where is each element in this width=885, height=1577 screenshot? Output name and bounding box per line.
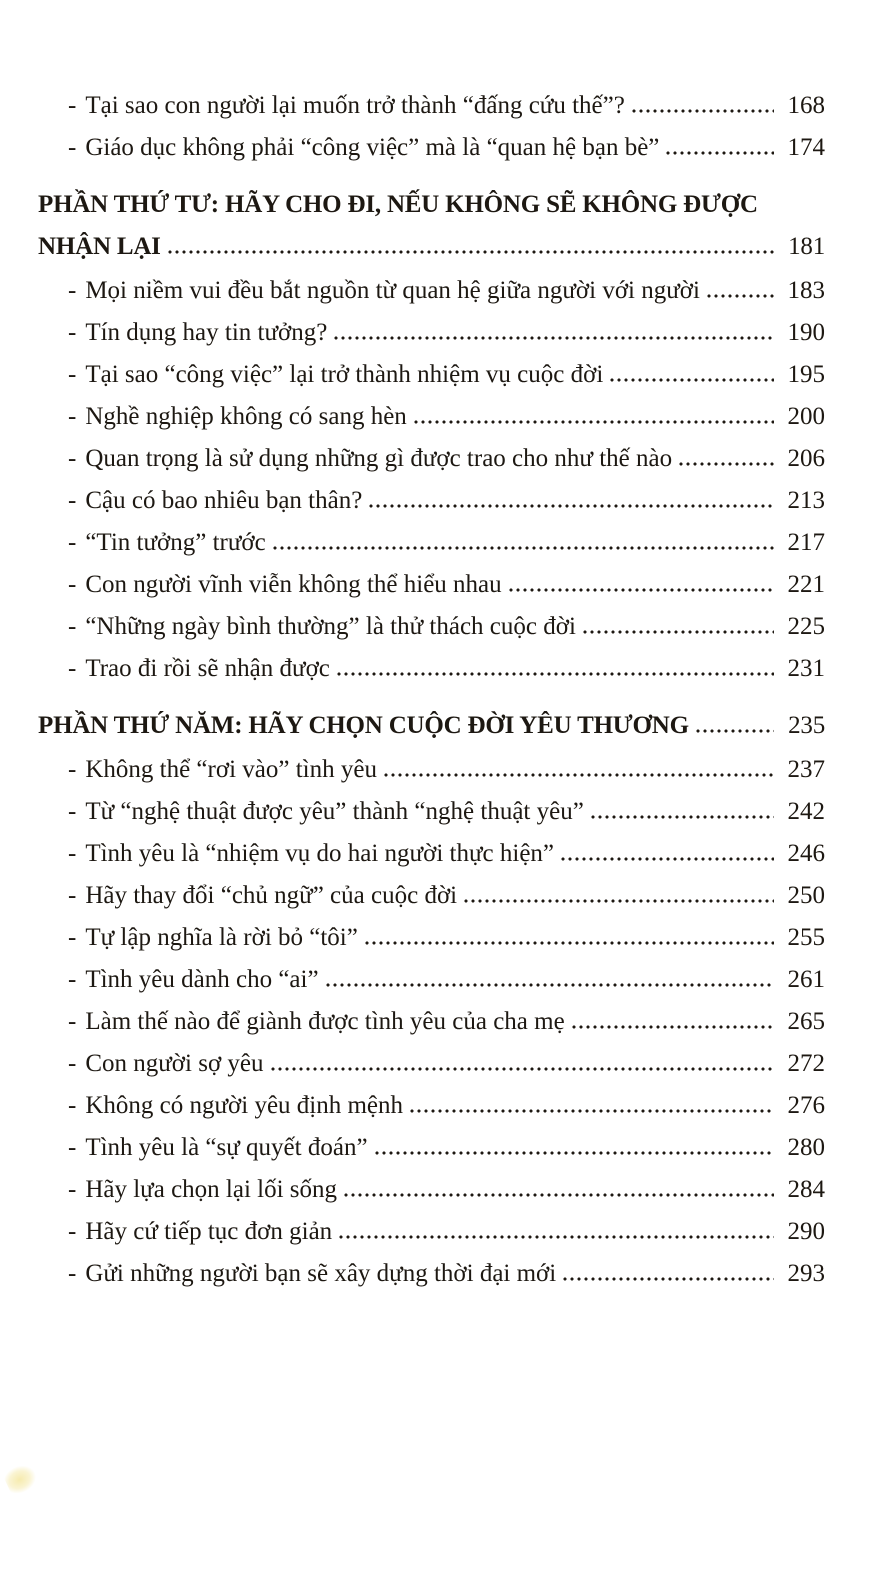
entry-dash: - xyxy=(68,486,77,514)
page-number: 250 xyxy=(787,881,825,909)
toc-entry xyxy=(38,1210,825,1252)
dot-leader xyxy=(337,672,774,676)
toc-entry xyxy=(38,958,825,1000)
entry-title: Mọi niềm vui đều bắt nguồn từ quan hệ giữa người với người xyxy=(85,276,700,304)
entry-dash: - xyxy=(68,1007,77,1035)
toc-entry xyxy=(38,748,825,790)
toc-entry xyxy=(38,479,825,521)
section-title-line1: PHẦN THỨ TƯ: HÃY CHO ĐI, NẾU KHÔNG SẼ KHÔNG ĐƯỢC xyxy=(38,190,758,218)
dot-leader xyxy=(410,1109,774,1113)
toc-list xyxy=(0,84,885,1294)
dot-leader xyxy=(273,546,774,550)
page-number: 246 xyxy=(787,839,825,867)
entry-title: “Những ngày bình thường” là thử thách cuộc đời xyxy=(85,612,576,640)
page-number: 183 xyxy=(787,276,825,304)
toc-entry xyxy=(38,84,825,126)
dot-leader xyxy=(334,336,774,340)
toc-entry xyxy=(38,311,825,353)
toc-entry xyxy=(38,521,825,563)
page-number: 225 xyxy=(787,612,825,640)
dot-leader xyxy=(563,1277,774,1281)
entry-dash: - xyxy=(68,1217,77,1245)
dot-leader xyxy=(344,1193,774,1197)
toc-entry xyxy=(38,1126,825,1168)
entry-dash: - xyxy=(68,1091,77,1119)
toc-entry xyxy=(38,269,825,311)
dot-leader xyxy=(707,294,774,298)
entry-title: Không thể “rơi vào” tình yêu xyxy=(85,755,377,783)
toc-entry xyxy=(38,1084,825,1126)
page-number: 276 xyxy=(787,1091,825,1119)
toc-entry xyxy=(38,353,825,395)
toc-entry xyxy=(38,916,825,958)
entry-dash: - xyxy=(68,839,77,867)
page-number: 213 xyxy=(787,486,825,514)
entry-title: Cậu có bao nhiêu bạn thân? xyxy=(85,486,363,514)
entry-dash: - xyxy=(68,612,77,640)
entry-title: “Tin tưởng” trước xyxy=(85,528,266,556)
page-number: 190 xyxy=(787,318,825,346)
toc-entry xyxy=(38,563,825,605)
entry-title: Nghề nghiệp không có sang hèn xyxy=(85,402,407,430)
entry-title: Hãy lựa chọn lại lối sống xyxy=(85,1175,338,1203)
page-number: 221 xyxy=(787,570,825,598)
dot-leader xyxy=(369,504,774,508)
dot-leader xyxy=(591,815,774,819)
entry-title: Quan trọng là sử dụng những gì được trao cho như thế nào xyxy=(85,444,673,472)
toc-entry xyxy=(38,874,825,916)
section-title-line2: NHẬN LẠI xyxy=(38,232,161,260)
section-title-row xyxy=(38,704,825,746)
dot-leader xyxy=(696,729,774,733)
page-number: 206 xyxy=(787,444,825,472)
dot-leader xyxy=(326,983,774,987)
dot-leader xyxy=(666,151,774,155)
page-number: 255 xyxy=(787,923,825,951)
toc-entry xyxy=(38,1042,825,1084)
dot-leader xyxy=(572,1025,774,1029)
entry-dash: - xyxy=(68,654,77,682)
toc-section-heading xyxy=(38,704,825,746)
section-title-line2-row xyxy=(38,225,825,267)
toc-entry xyxy=(38,437,825,479)
toc-entry xyxy=(38,1252,825,1294)
entry-dash: - xyxy=(68,755,77,783)
entry-dash: - xyxy=(68,528,77,556)
entry-dash: - xyxy=(68,965,77,993)
page-number: 195 xyxy=(787,360,825,388)
entry-dash: - xyxy=(68,1175,77,1203)
entry-title: Từ “nghệ thuật được yêu” thành “nghệ thuật yêu” xyxy=(85,797,584,825)
toc-entry xyxy=(38,647,825,689)
entry-title: Tình yêu dành cho “ai” xyxy=(85,965,319,993)
entry-title: Tín dụng hay tin tưởng? xyxy=(85,318,328,346)
dot-leader xyxy=(583,630,774,634)
dot-leader xyxy=(384,773,774,777)
dot-leader xyxy=(610,378,774,382)
toc-entry xyxy=(38,1168,825,1210)
section-title: PHẦN THỨ NĂM: HÃY CHỌN CUỘC ĐỜI YÊU THƯƠNG xyxy=(38,711,689,739)
entry-dash: - xyxy=(68,1049,77,1077)
dot-leader xyxy=(509,588,774,592)
dot-leader xyxy=(464,899,774,903)
entry-title: Tại sao “công việc” lại trở thành nhiệm vụ cuộc đời xyxy=(85,360,604,388)
entry-dash: - xyxy=(68,402,77,430)
page-number: 174 xyxy=(787,133,825,161)
entry-title: Tình yêu là “sự quyết đoán” xyxy=(85,1133,368,1161)
page-number: 290 xyxy=(787,1217,825,1245)
page-number: 217 xyxy=(787,528,825,556)
dot-leader xyxy=(561,857,774,861)
entry-dash: - xyxy=(68,91,77,119)
entry-title: Con người vĩnh viễn không thể hiểu nhau xyxy=(85,570,502,598)
entry-dash: - xyxy=(68,133,77,161)
entry-title: Tại sao con người lại muốn trở thành “đấng cứu thế”? xyxy=(85,91,625,119)
dot-leader xyxy=(414,420,774,424)
entry-dash: - xyxy=(68,1133,77,1161)
toc-entry xyxy=(38,832,825,874)
page-number: 265 xyxy=(787,1007,825,1035)
entry-title: Không có người yêu định mệnh xyxy=(85,1091,404,1119)
entry-title: Giáo dục không phải “công việc” mà là “quan hệ bạn bè” xyxy=(85,133,660,161)
entry-dash: - xyxy=(68,923,77,951)
toc-entry xyxy=(38,395,825,437)
entry-dash: - xyxy=(68,276,77,304)
entry-title: Trao đi rồi sẽ nhận được xyxy=(85,654,330,682)
page-number: 237 xyxy=(787,755,825,783)
entry-title: Con người sợ yêu xyxy=(85,1049,264,1077)
page-number: 284 xyxy=(787,1175,825,1203)
toc-entry xyxy=(38,605,825,647)
page-stain xyxy=(2,1461,40,1497)
dot-leader xyxy=(271,1067,774,1071)
page-number: 280 xyxy=(787,1133,825,1161)
dot-leader xyxy=(168,250,774,254)
toc-section-heading xyxy=(38,183,825,267)
page-number: 168 xyxy=(787,91,825,119)
entry-title: Tình yêu là “nhiệm vụ do hai người thực hiện” xyxy=(85,839,555,867)
entry-dash: - xyxy=(68,881,77,909)
page-number: 181 xyxy=(788,232,825,260)
page-number: 235 xyxy=(788,711,825,739)
entry-title: Tự lập nghĩa là rời bỏ “tôi” xyxy=(85,923,358,951)
dot-leader xyxy=(339,1235,774,1239)
page-number: 293 xyxy=(787,1259,825,1287)
entry-dash: - xyxy=(68,318,77,346)
entry-title: Hãy cứ tiếp tục đơn giản xyxy=(85,1217,333,1245)
entry-title: Làm thế nào để giành được tình yêu của cha mẹ xyxy=(85,1007,565,1035)
entry-dash: - xyxy=(68,444,77,472)
toc-entry xyxy=(38,1000,825,1042)
page-number: 242 xyxy=(787,797,825,825)
dot-leader xyxy=(365,941,774,945)
page-number: 261 xyxy=(787,965,825,993)
entry-dash: - xyxy=(68,570,77,598)
toc-entry xyxy=(38,790,825,832)
page-number: 272 xyxy=(787,1049,825,1077)
toc-entry xyxy=(38,126,825,168)
entry-dash: - xyxy=(68,797,77,825)
dot-leader xyxy=(632,109,774,113)
page-number: 200 xyxy=(787,402,825,430)
dot-leader xyxy=(679,462,774,466)
page-number: 231 xyxy=(787,654,825,682)
entry-dash: - xyxy=(68,1259,77,1287)
entry-dash: - xyxy=(68,360,77,388)
dot-leader xyxy=(375,1151,774,1155)
entry-title: Hãy thay đổi “chủ ngữ” của cuộc đời xyxy=(85,881,458,909)
entry-title: Gửi những người bạn sẽ xây dựng thời đại mới xyxy=(85,1259,557,1287)
